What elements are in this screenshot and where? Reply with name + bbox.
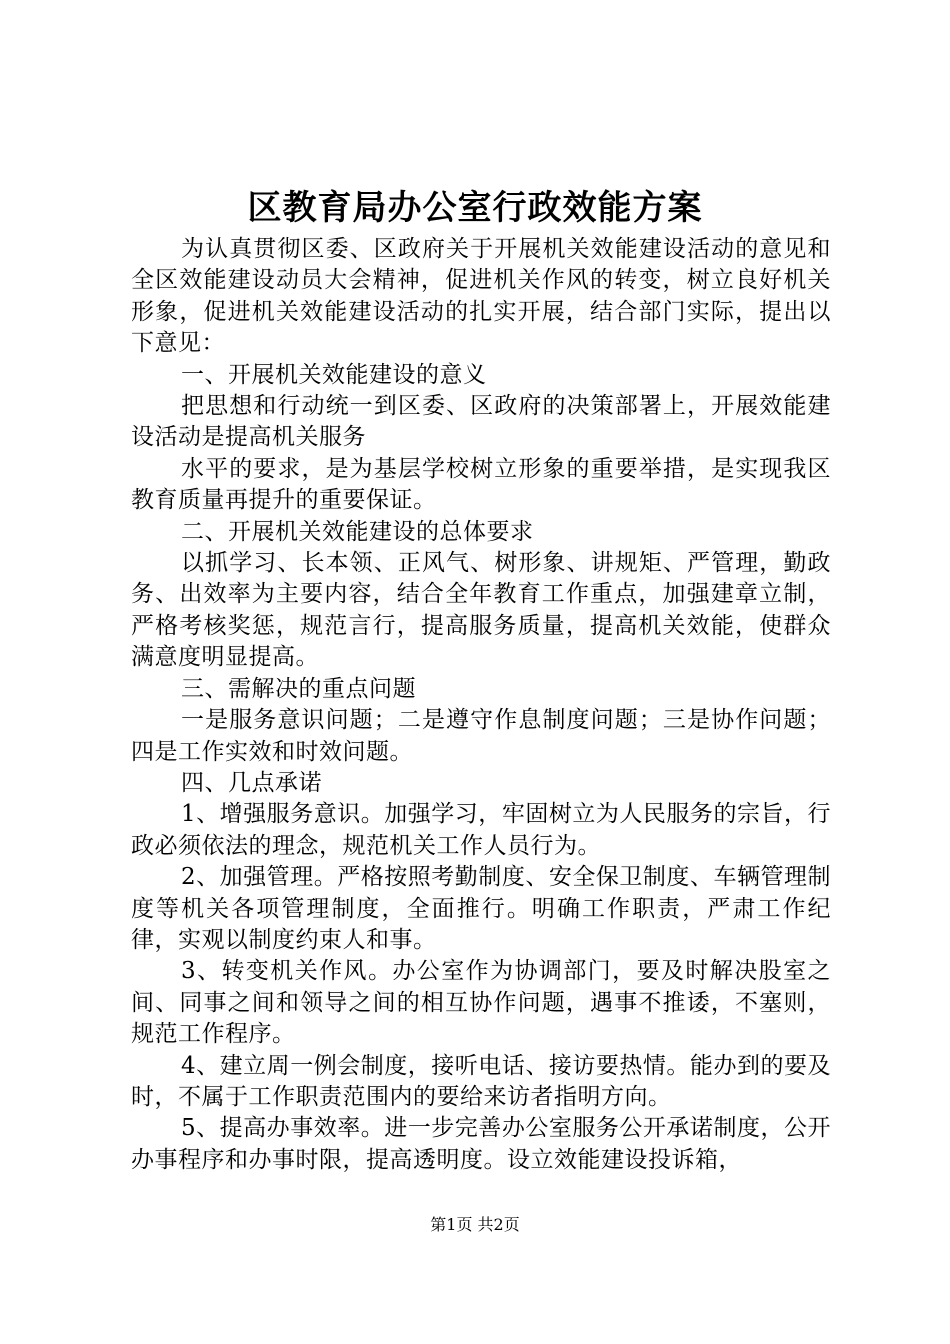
- page-number: 第1页 共2页: [430, 1215, 520, 1234]
- commitment-item: 4、建立周一例会制度，接听电话、接访要热情。能办到的要及时，不属于工作职责范围内的要给来访者指明方向。: [131, 1052, 831, 1110]
- paragraph: 把思想和行动统一到区委、区政府的决策部署上，开展效能建设活动是提高机关服务: [131, 393, 831, 451]
- document-body: [131, 234, 831, 1176]
- paragraph: 一是服务意识问题；二是遵守作息制度问题；三是协作问题；四是工作实效和时效问题。: [131, 707, 831, 765]
- paragraph-intro: 为认真贯彻区委、区政府关于开展机关效能建设活动的意见和全区效能建设动员大会精神，促进机关作风的转变，树立良好机关形象，促进机关效能建设活动的扎实开展，结合部门实际，提出以下意见：: [131, 236, 831, 357]
- commitment-item: 5、提高办事效率。进一步完善办公室服务公开承诺制度，公开办事程序和办事时限，提高透明度。设立效能建设投诉箱，: [131, 1115, 831, 1173]
- paragraph: 水平的要求，是为基层学校树立形象的重要举措，是实现我区教育质量再提升的重要保证。: [131, 455, 831, 514]
- section-heading-4: 四、几点承诺: [181, 769, 322, 796]
- commitment-item: 1、增强服务意识。加强学习，牢固树立为人民服务的宗旨，行政必须依法的理念，规范机关工作人员行为。: [131, 801, 831, 859]
- paragraph: 以抓学习、长本领、正风气、树形象、讲规矩、严管理，勤政务、出效率为主要内容，结合全年教育工作重点，加强建章立制，严格考核奖惩，规范言行，提高服务质量，提高机关效能，使群众满意度明显提高。: [131, 550, 831, 671]
- commitment-item: 2、加强管理。严格按照考勤制度、安全保卫制度、车辆管理制度等机关各项管理制度，全面推行。明确工作职责，严肃工作纪律，实观以制度约束人和事。: [131, 864, 831, 953]
- document-title: 区教育局办公室行政效能方案: [247, 188, 703, 228]
- commitment-item: 3、转变机关作风。办公室作为协调部门，要及时解决股室之间、同事之间和领导之间的相互协作问题，遇事不推诿，不塞则，规范工作程序。: [131, 958, 831, 1048]
- section-heading-2: 二、开展机关效能建设的总体要求: [181, 518, 534, 545]
- section-heading-1: 一、开展机关效能建设的意义: [181, 361, 487, 388]
- section-heading-3: 三、需解决的重点问题: [181, 675, 416, 702]
